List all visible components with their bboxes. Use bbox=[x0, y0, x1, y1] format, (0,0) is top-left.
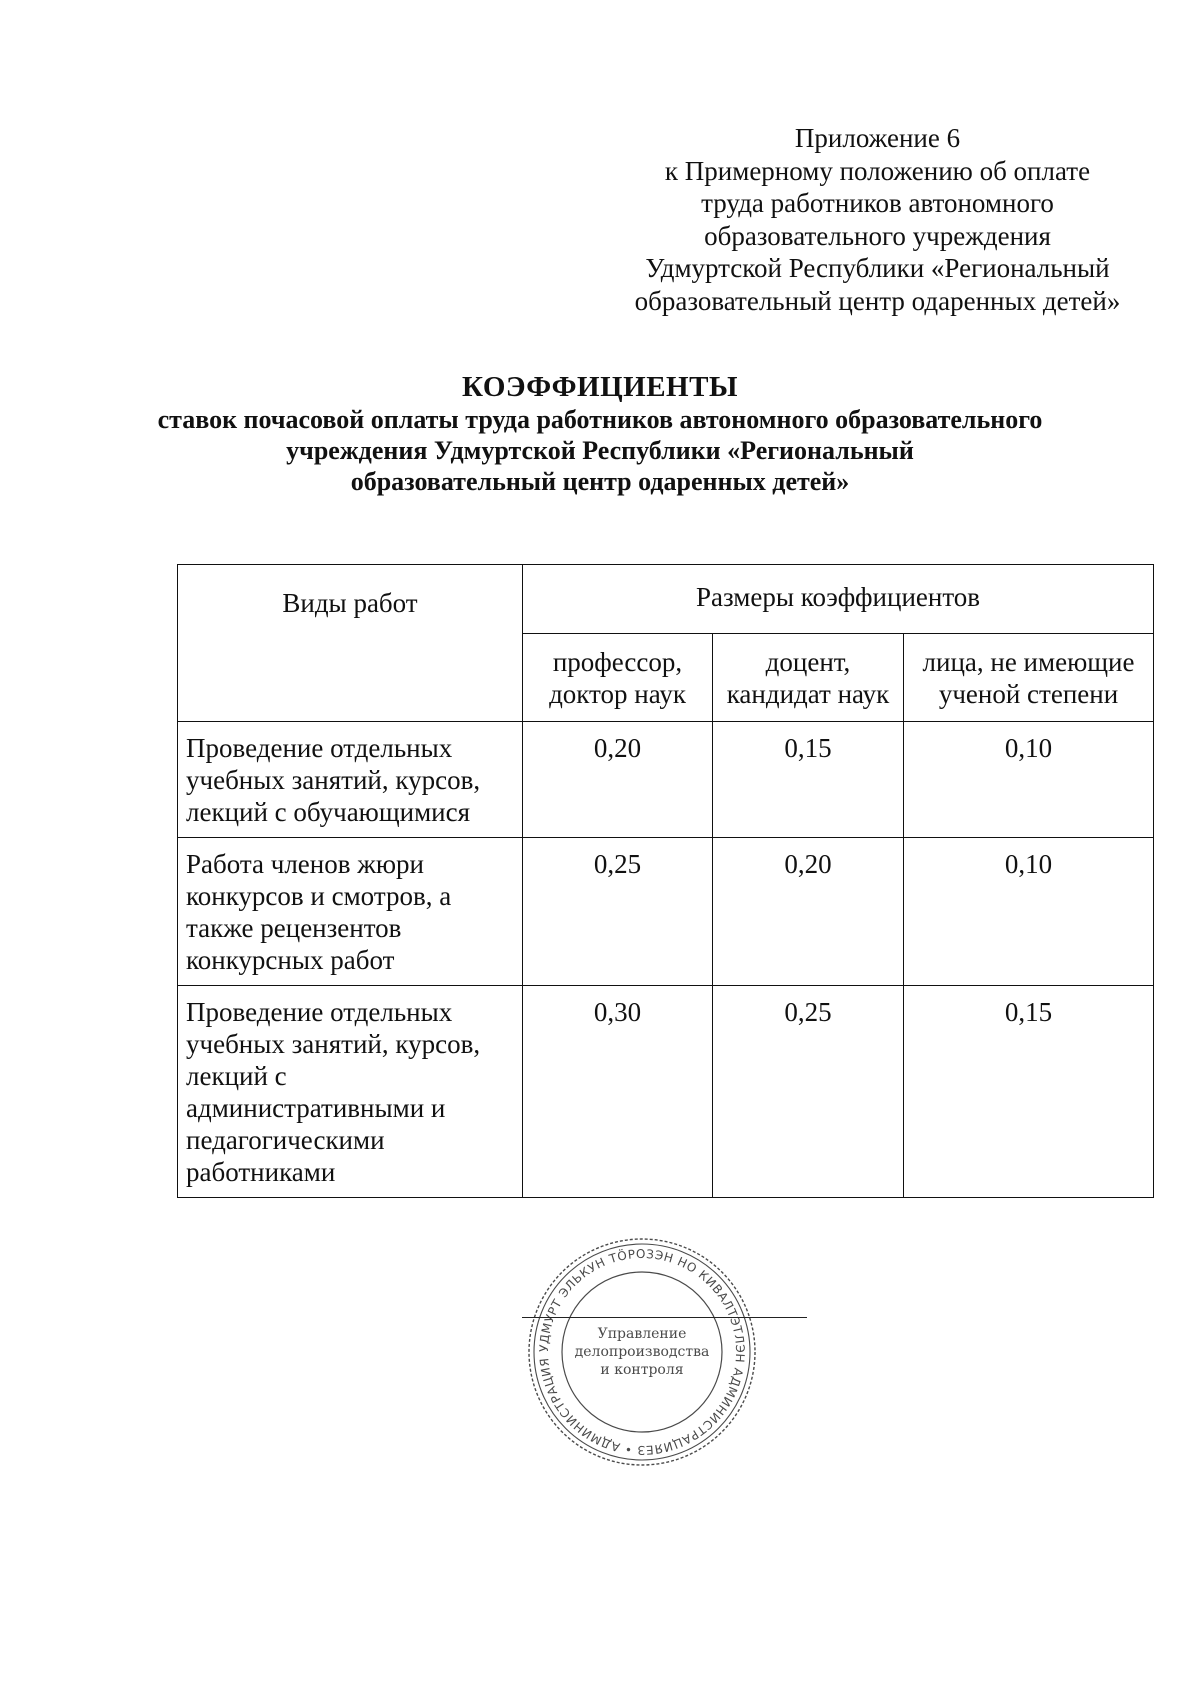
table-row bbox=[178, 838, 1154, 986]
subheader-no-degree bbox=[904, 634, 1154, 722]
work-line: педагогическими bbox=[186, 1125, 385, 1155]
work-type-cell bbox=[178, 838, 523, 986]
document-heading bbox=[150, 370, 1050, 497]
document-title: КОЭФФИЦИЕНТЫ bbox=[462, 371, 738, 403]
document-subtitle-line: ставок почасовой оплаты труда работников автономного образовательного bbox=[157, 405, 1043, 434]
work-line: работниками bbox=[186, 1157, 336, 1187]
work-line: Проведение отдельных bbox=[186, 997, 453, 1027]
seal-ring-textpath: УДМУРТ ЭЛЬКУН ТӦРОЗЭН НО КИВАЛТЭТЛЭН АДМИНИСТРАЦИЯЕЗ • АДМИНИСТРАЦИЯ bbox=[536, 1246, 748, 1458]
seal-center-line: и контроля bbox=[600, 1362, 684, 1378]
subheader-line: доктор наук bbox=[549, 678, 686, 709]
header-sizes: Размеры коэффициентов bbox=[695, 582, 981, 613]
document-subtitle-line: учреждения Удмуртской Республики «Региональный bbox=[286, 436, 914, 465]
work-line: конкурсов и смотров, а bbox=[186, 881, 452, 911]
appendix-line: Приложение 6 bbox=[794, 123, 961, 153]
work-type-cell bbox=[178, 986, 523, 1198]
work-line: лекций с bbox=[186, 1061, 287, 1091]
coefficient-value: 0,20 bbox=[713, 838, 904, 986]
coefficient-value: 0,20 bbox=[523, 722, 713, 838]
appendix-block bbox=[600, 122, 1155, 317]
subheader-professor bbox=[523, 634, 713, 722]
table-header-row bbox=[178, 565, 1154, 634]
subheader-line: кандидат наук bbox=[726, 678, 890, 709]
coefficient-value: 0,10 bbox=[904, 838, 1154, 986]
document-subtitle-line: образовательный центр одаренных детей» bbox=[350, 467, 850, 496]
appendix-line: Удмуртской Республики «Региональный bbox=[645, 253, 1110, 283]
subheader-line: доцент, bbox=[765, 646, 851, 677]
appendix-line: труда работников автономного bbox=[701, 188, 1054, 218]
work-type-cell bbox=[178, 722, 523, 838]
coefficient-value: 0,25 bbox=[523, 838, 713, 986]
header-sizes-cell bbox=[523, 565, 1154, 634]
coefficients-table bbox=[177, 564, 1154, 1198]
header-works-cell bbox=[178, 565, 523, 722]
table-row bbox=[178, 722, 1154, 838]
work-line: Проведение отдельных bbox=[186, 733, 453, 763]
coefficient-value: 0,15 bbox=[904, 986, 1154, 1198]
appendix-line: образовательного учреждения bbox=[704, 220, 1051, 251]
subheader-docent bbox=[713, 634, 904, 722]
coefficient-value: 0,15 bbox=[713, 722, 904, 838]
coefficient-value: 0,25 bbox=[713, 986, 904, 1198]
work-line: учебных занятий, курсов, bbox=[186, 765, 481, 795]
appendix-line: к Примерному положению об оплате bbox=[664, 155, 1091, 186]
signature-line bbox=[522, 1317, 807, 1318]
seal-center-line: делопроизводства bbox=[574, 1344, 710, 1360]
coefficient-value: 0,10 bbox=[904, 722, 1154, 838]
work-line: также рецензентов bbox=[186, 913, 402, 943]
work-line: учебных занятий, курсов, bbox=[186, 1029, 481, 1059]
seal-icon bbox=[522, 1232, 762, 1472]
header-works: Виды работ bbox=[282, 588, 418, 618]
coefficient-value: 0,30 bbox=[523, 986, 713, 1198]
work-line: конкурсных работ bbox=[186, 945, 395, 975]
subheader-line: профессор, bbox=[552, 646, 683, 677]
work-line: лекций с обучающимися bbox=[186, 797, 471, 827]
work-line: административными и bbox=[186, 1093, 446, 1123]
work-line: Работа членов жюри bbox=[186, 849, 425, 879]
subheader-line: ученой степени bbox=[938, 678, 1119, 709]
subheader-line: лица, не имеющие bbox=[922, 646, 1135, 677]
table-row bbox=[178, 986, 1154, 1198]
official-seal bbox=[522, 1232, 762, 1472]
seal-center-line: Управление bbox=[597, 1326, 687, 1342]
appendix-line: образовательный центр одаренных детей» bbox=[634, 285, 1121, 316]
